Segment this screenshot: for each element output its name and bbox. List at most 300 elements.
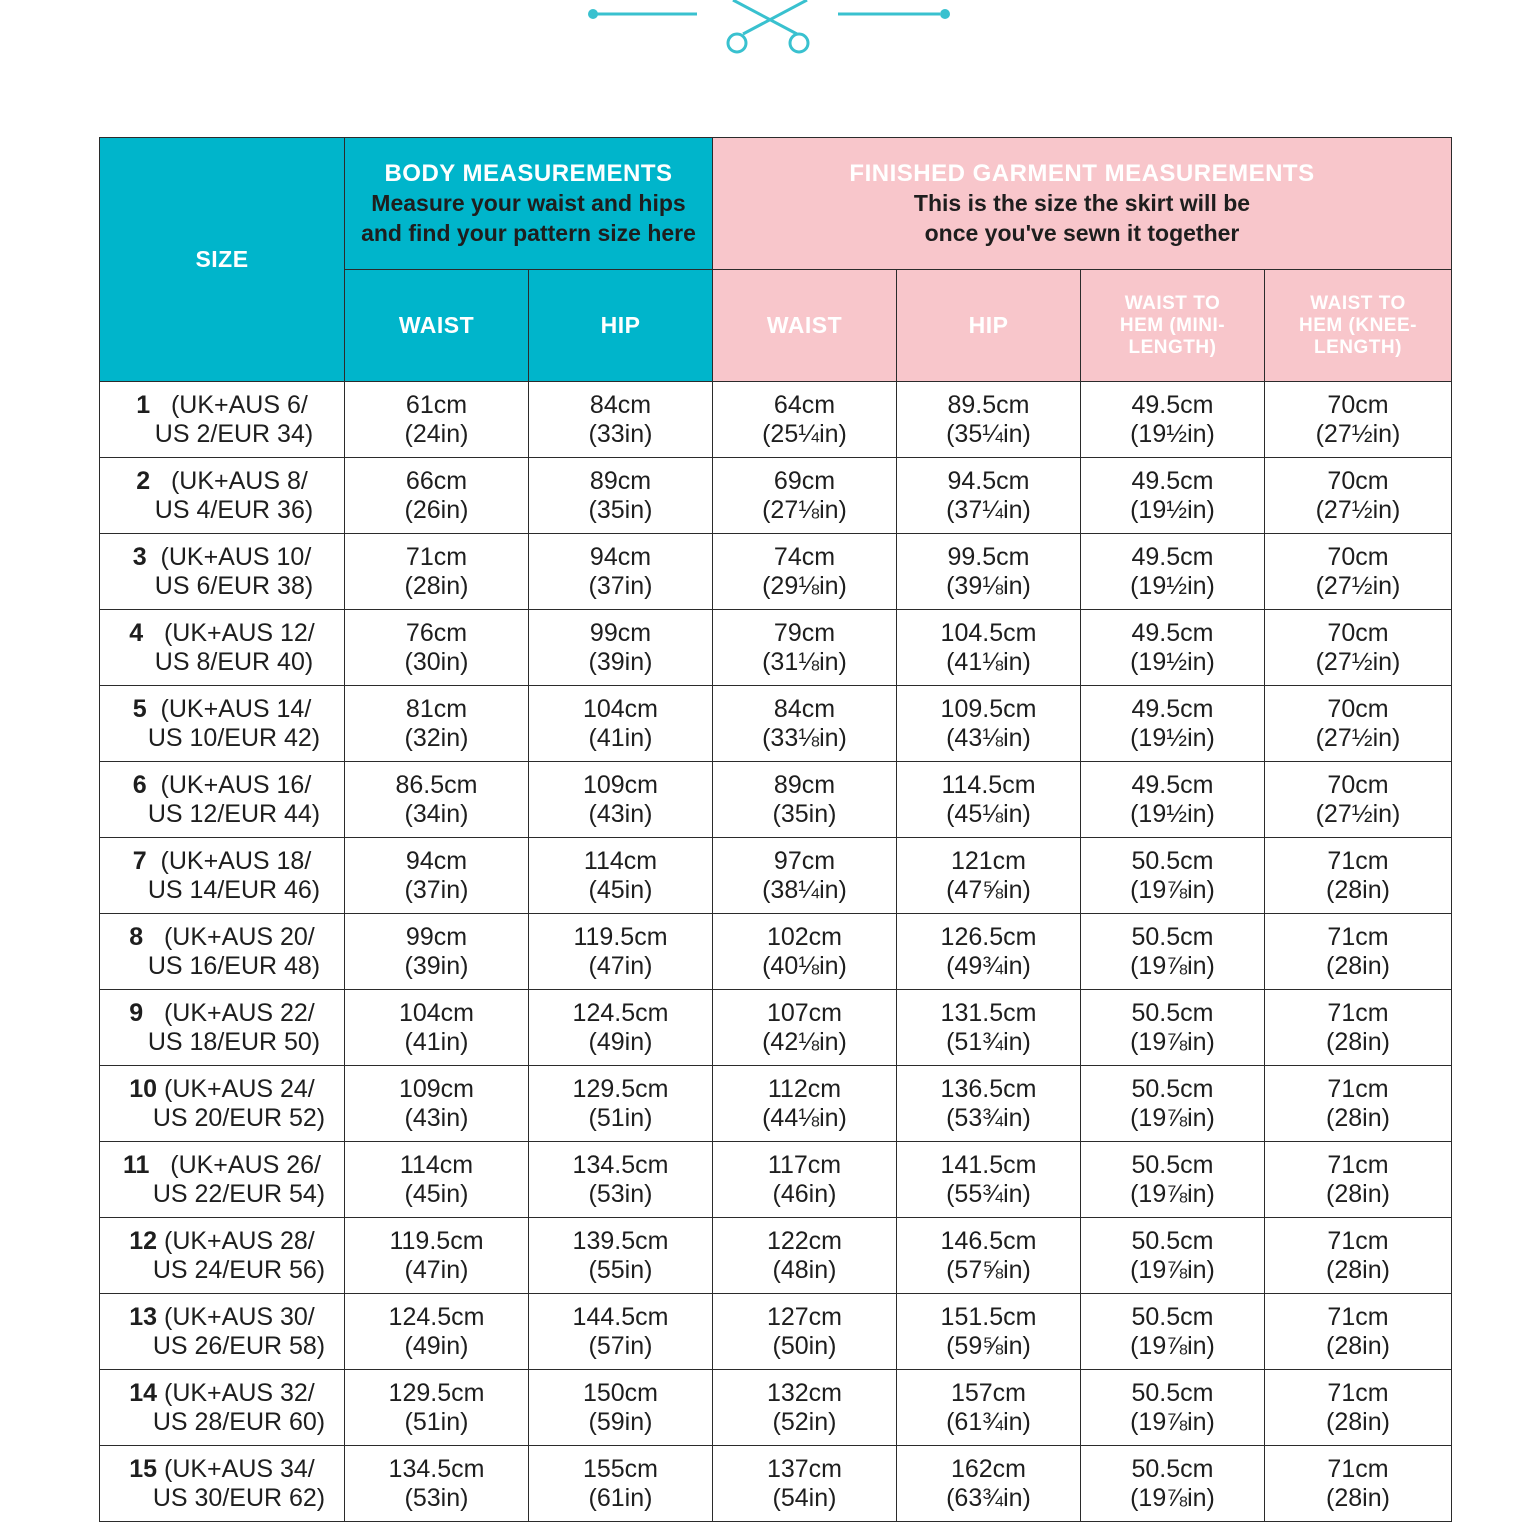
value-cm: 114cm <box>399 1150 474 1179</box>
value-cm: 71cm <box>1327 1378 1389 1407</box>
body-waist-header: WAIST <box>345 270 529 382</box>
measurement-cell-body-hip <box>529 534 713 610</box>
measurement-cell-body-hip <box>529 458 713 534</box>
measurement-cell-mini <box>1081 458 1265 534</box>
value-cm: 84cm <box>773 694 836 723</box>
value-in: (53¾in) <box>946 1103 1031 1132</box>
measurement-cell-mini <box>1081 1142 1265 1218</box>
value-in: (19⅞in) <box>1130 1103 1215 1132</box>
value-cm: 70cm <box>1327 618 1389 647</box>
value-in: (57in) <box>588 1331 653 1360</box>
value-in: (28in) <box>1326 1179 1390 1208</box>
value-in: (46in) <box>772 1179 837 1208</box>
size-equivalent-uk-aus: (UK+AUS 10/ <box>160 542 312 571</box>
measurement-cell-fin-hip <box>897 838 1081 914</box>
value-in: (44⅛in) <box>762 1103 847 1132</box>
size-label-line-1 <box>100 847 344 876</box>
finished-garment-title: FINISHED GARMENT MEASUREMENTS <box>849 159 1315 187</box>
body-measurements-title: BODY MEASUREMENTS <box>384 159 673 187</box>
value-in: (28in) <box>1326 1483 1390 1512</box>
value-cm: 104.5cm <box>940 618 1037 647</box>
waist-to-hem-mini-header: WAIST TO HEM (MINI- LENGTH) <box>1081 270 1265 382</box>
value-cm: 119.5cm <box>573 922 668 951</box>
value-in: (35in) <box>772 799 837 828</box>
measurement-cell-body-waist <box>345 1142 529 1218</box>
measurement-cell-mini <box>1081 534 1265 610</box>
size-label-line-1 <box>100 1303 344 1332</box>
value-cm: 99.5cm <box>947 542 1030 571</box>
measurement-cell-knee <box>1265 990 1452 1066</box>
value-in: (28in) <box>1326 1407 1390 1436</box>
size-cell <box>100 534 345 610</box>
size-equivalent-us-eur: US 12/EUR 44) <box>147 799 321 828</box>
value-in: (24in) <box>404 419 469 448</box>
measurement-cell-fin-hip <box>897 1370 1081 1446</box>
value-cm: 50.5cm <box>1131 1226 1214 1255</box>
value-cm: 49.5cm <box>1131 618 1214 647</box>
size-number: 12 <box>129 1226 158 1255</box>
size-equivalent-us-eur: US 30/EUR 62) <box>152 1483 326 1512</box>
value-in: (38¼in) <box>762 875 847 904</box>
measurement-cell-mini <box>1081 1066 1265 1142</box>
value-in: (37in) <box>404 875 469 904</box>
size-cell <box>100 610 345 686</box>
measurement-cell-fin-waist <box>713 914 897 990</box>
value-in: (45in) <box>588 875 653 904</box>
measurement-cell-fin-waist <box>713 1370 897 1446</box>
value-cm: 84cm <box>589 390 652 419</box>
value-in: (19½in) <box>1130 419 1215 448</box>
measurement-cell-body-waist <box>345 914 529 990</box>
value-in: (19⅞in) <box>1130 1331 1215 1360</box>
value-cm: 139.5cm <box>572 1226 669 1255</box>
value-in: (49in) <box>588 1027 653 1056</box>
table-row <box>100 534 1452 610</box>
table-row <box>100 762 1452 838</box>
measurement-cell-mini <box>1081 838 1265 914</box>
value-cm: 144.5cm <box>572 1302 669 1331</box>
value-in: (19⅞in) <box>1130 875 1215 904</box>
measurement-cell-fin-hip <box>897 914 1081 990</box>
measurement-cell-knee <box>1265 1142 1452 1218</box>
value-cm: 150cm <box>582 1378 659 1407</box>
value-cm: 121cm <box>950 846 1027 875</box>
value-in: (28in) <box>1326 875 1390 904</box>
size-equivalent-us-eur: US 26/EUR 58) <box>152 1331 326 1360</box>
table-row <box>100 838 1452 914</box>
size-equivalent-us-eur: US 24/EUR 56) <box>152 1255 326 1284</box>
scissors-icon <box>585 0 955 64</box>
finished-garment-header <box>713 138 1452 270</box>
value-in: (41in) <box>404 1027 469 1056</box>
measurement-cell-knee <box>1265 1218 1452 1294</box>
size-number: 1 <box>136 390 151 419</box>
value-in: (25¼in) <box>762 419 847 448</box>
value-cm: 74cm <box>773 542 836 571</box>
value-cm: 49.5cm <box>1131 770 1214 799</box>
measurement-cell-fin-hip <box>897 1446 1081 1522</box>
value-in: (61¾in) <box>946 1407 1031 1436</box>
size-equivalent-us-eur: US 22/EUR 54) <box>152 1179 326 1208</box>
size-equivalent-us-eur: US 18/EUR 50) <box>147 1027 321 1056</box>
value-in: (19⅞in) <box>1130 1407 1215 1436</box>
waist-to-hem-knee-header: WAIST TO HEM (KNEE- LENGTH) <box>1265 270 1452 382</box>
value-in: (27½in) <box>1315 799 1401 828</box>
measurement-cell-fin-waist <box>713 1218 897 1294</box>
value-in: (19½in) <box>1130 647 1215 676</box>
value-cm: 50.5cm <box>1131 1074 1214 1103</box>
measurement-cell-body-waist <box>345 838 529 914</box>
measurement-cell-body-waist <box>345 458 529 534</box>
value-in: (45⅛in) <box>946 799 1031 828</box>
finished-waist-header: WAIST <box>713 270 897 382</box>
size-cell <box>100 686 345 762</box>
value-in: (28in) <box>1326 1331 1390 1360</box>
measurement-cell-knee <box>1265 1370 1452 1446</box>
value-in: (43in) <box>588 799 653 828</box>
value-cm: 109cm <box>398 1074 475 1103</box>
table-row <box>100 1218 1452 1294</box>
size-cell <box>100 1446 345 1522</box>
size-label-line-1 <box>100 543 344 572</box>
value-cm: 151.5cm <box>940 1302 1037 1331</box>
value-cm: 86.5cm <box>395 770 478 799</box>
value-in: (53in) <box>404 1483 469 1512</box>
value-in: (55¾in) <box>946 1179 1031 1208</box>
value-in: (34in) <box>404 799 469 828</box>
size-equivalent-us-eur: US 10/EUR 42) <box>147 723 321 752</box>
table-row <box>100 1066 1452 1142</box>
value-in: (51¾in) <box>946 1027 1031 1056</box>
measurement-cell-knee <box>1265 838 1452 914</box>
value-cm: 49.5cm <box>1131 542 1214 571</box>
finished-hip-header: HIP <box>897 270 1081 382</box>
value-cm: 117cm <box>767 1150 842 1179</box>
value-cm: 70cm <box>1327 542 1389 571</box>
value-in: (39in) <box>588 647 653 676</box>
measurement-cell-fin-waist <box>713 610 897 686</box>
measurement-cell-fin-waist <box>713 1142 897 1218</box>
value-in: (55in) <box>588 1255 653 1284</box>
measurement-cell-fin-hip <box>897 382 1081 458</box>
value-in: (47in) <box>404 1255 469 1284</box>
size-label-line-1 <box>100 999 344 1028</box>
measurement-cell-knee <box>1265 1446 1452 1522</box>
measurement-cell-fin-hip <box>897 1066 1081 1142</box>
measurement-cell-body-hip <box>529 1142 713 1218</box>
size-number: 10 <box>129 1074 158 1103</box>
size-cell <box>100 382 345 458</box>
measurement-cell-knee <box>1265 1294 1452 1370</box>
value-cm: 104cm <box>398 998 475 1027</box>
measurement-cell-body-waist <box>345 1294 529 1370</box>
size-equivalent-us-eur: US 6/EUR 38) <box>154 571 314 600</box>
size-equivalent-uk-aus: (UK+AUS 18/ <box>160 846 312 875</box>
value-in: (19½in) <box>1130 571 1215 600</box>
size-number: 13 <box>129 1302 158 1331</box>
measurement-cell-knee <box>1265 686 1452 762</box>
measurement-cell-body-waist <box>345 610 529 686</box>
value-in: (59⅝in) <box>946 1331 1031 1360</box>
value-cm: 71cm <box>1327 922 1389 951</box>
measurement-cell-fin-hip <box>897 458 1081 534</box>
value-in: (33⅛in) <box>762 723 847 752</box>
measurement-cell-fin-waist <box>713 1066 897 1142</box>
measurement-cell-fin-hip <box>897 762 1081 838</box>
value-cm: 70cm <box>1327 694 1389 723</box>
size-label-line-1 <box>100 1379 344 1408</box>
size-equivalent-uk-aus: (UK+AUS 12/ <box>163 618 315 647</box>
measurement-cell-body-hip <box>529 1370 713 1446</box>
value-cm: 64cm <box>773 390 836 419</box>
size-label-line-1 <box>100 923 344 952</box>
value-in: (19½in) <box>1130 799 1215 828</box>
value-cm: 146.5cm <box>940 1226 1037 1255</box>
measurement-cell-body-hip <box>529 382 713 458</box>
measurement-cell-body-waist <box>345 1446 529 1522</box>
value-in: (35in) <box>588 495 653 524</box>
value-in: (41in) <box>588 723 653 752</box>
value-cm: 109.5cm <box>940 694 1037 723</box>
size-equivalent-uk-aus: (UK+AUS 26/ <box>170 1150 322 1179</box>
size-cell <box>100 1218 345 1294</box>
table-row <box>100 382 1452 458</box>
measurement-cell-fin-hip <box>897 610 1081 686</box>
value-cm: 50.5cm <box>1131 922 1214 951</box>
value-in: (28in) <box>404 571 469 600</box>
value-cm: 71cm <box>1327 1302 1389 1331</box>
measurement-cell-body-hip <box>529 838 713 914</box>
value-cm: 114cm <box>583 846 658 875</box>
measurement-cell-body-waist <box>345 1370 529 1446</box>
measurement-cell-body-hip <box>529 1294 713 1370</box>
value-in: (27½in) <box>1315 495 1401 524</box>
value-in: (27½in) <box>1315 647 1401 676</box>
measurement-cell-knee <box>1265 382 1452 458</box>
measurement-cell-fin-waist <box>713 990 897 1066</box>
measurement-cell-mini <box>1081 382 1265 458</box>
table-row <box>100 458 1452 534</box>
value-in: (19⅞in) <box>1130 1255 1215 1284</box>
value-cm: 131.5cm <box>940 998 1037 1027</box>
value-in: (49¾in) <box>946 951 1031 980</box>
value-cm: 89cm <box>773 770 836 799</box>
size-cell <box>100 1066 345 1142</box>
value-in: (19⅞in) <box>1130 1179 1215 1208</box>
measurement-cell-mini <box>1081 1294 1265 1370</box>
value-in: (19⅞in) <box>1130 1027 1215 1056</box>
measurement-cell-body-hip <box>529 610 713 686</box>
value-cm: 50.5cm <box>1131 998 1214 1027</box>
value-cm: 122cm <box>766 1226 843 1255</box>
value-in: (61in) <box>588 1483 653 1512</box>
table-row <box>100 686 1452 762</box>
measurement-cell-fin-waist <box>713 838 897 914</box>
measurement-cell-body-waist <box>345 1218 529 1294</box>
size-number: 2 <box>136 466 151 495</box>
value-cm: 109cm <box>582 770 659 799</box>
size-number: 8 <box>129 922 144 951</box>
value-in: (43⅛in) <box>946 723 1031 752</box>
value-cm: 61cm <box>405 390 468 419</box>
value-cm: 134.5cm <box>388 1454 485 1483</box>
measurement-cell-mini <box>1081 1218 1265 1294</box>
value-in: (19⅞in) <box>1130 951 1215 980</box>
size-equivalent-uk-aus: (UK+AUS 30/ <box>164 1302 315 1331</box>
measurement-cell-fin-waist <box>713 382 897 458</box>
value-in: (63¾in) <box>946 1483 1031 1512</box>
value-cm: 66cm <box>405 466 468 495</box>
body-measurements-subtitle: Measure your waist and hips and find your pattern size here <box>361 189 696 246</box>
table-row <box>100 610 1452 686</box>
size-equivalent-uk-aus: (UK+AUS 8/ <box>170 466 308 495</box>
measurement-cell-body-hip <box>529 1446 713 1522</box>
size-equivalent-us-eur: US 20/EUR 52) <box>152 1103 326 1132</box>
value-in: (19½in) <box>1130 723 1215 752</box>
value-in: (47in) <box>588 951 653 980</box>
value-in: (26in) <box>404 495 469 524</box>
size-number: 4 <box>129 618 144 647</box>
size-cell <box>100 1370 345 1446</box>
value-cm: 71cm <box>1327 1074 1389 1103</box>
value-cm: 71cm <box>1327 998 1389 1027</box>
value-in: (27⅛in) <box>762 495 847 524</box>
value-cm: 71cm <box>1327 1226 1389 1255</box>
value-cm: 50.5cm <box>1131 1302 1214 1331</box>
value-cm: 50.5cm <box>1131 1378 1214 1407</box>
value-cm: 104cm <box>582 694 659 723</box>
value-cm: 89cm <box>589 466 652 495</box>
value-in: (57⅝in) <box>946 1255 1031 1284</box>
value-in: (19½in) <box>1130 495 1215 524</box>
size-rows <box>100 382 1452 1522</box>
size-cell <box>100 1142 345 1218</box>
table-row <box>100 990 1452 1066</box>
value-cm: 99cm <box>405 922 468 951</box>
value-in: (37in) <box>588 571 653 600</box>
value-in: (53in) <box>588 1179 653 1208</box>
size-number: 7 <box>132 846 147 875</box>
measurement-cell-mini <box>1081 1446 1265 1522</box>
size-number: 11 <box>122 1150 150 1179</box>
size-number: 5 <box>132 694 147 723</box>
value-cm: 107cm <box>766 998 843 1027</box>
value-cm: 102cm <box>766 922 843 951</box>
measurement-cell-knee <box>1265 534 1452 610</box>
value-cm: 136.5cm <box>940 1074 1037 1103</box>
value-in: (47⅝in) <box>946 875 1031 904</box>
value-cm: 94.5cm <box>947 466 1030 495</box>
value-cm: 76cm <box>405 618 468 647</box>
value-in: (33in) <box>588 419 653 448</box>
size-label-line-1 <box>100 771 344 800</box>
value-in: (39⅛in) <box>946 571 1031 600</box>
size-label-line-1 <box>100 1075 344 1104</box>
size-number: 6 <box>132 770 147 799</box>
value-cm: 141.5cm <box>940 1150 1037 1179</box>
value-cm: 70cm <box>1327 390 1389 419</box>
value-in: (27½in) <box>1315 571 1401 600</box>
value-in: (59in) <box>588 1407 653 1436</box>
measurement-cell-fin-hip <box>897 1294 1081 1370</box>
value-cm: 94cm <box>589 542 652 571</box>
size-equivalent-us-eur: US 28/EUR 60) <box>152 1407 326 1436</box>
value-cm: 162cm <box>950 1454 1027 1483</box>
value-in: (30in) <box>404 647 469 676</box>
value-cm: 129.5cm <box>572 1074 669 1103</box>
size-number: 14 <box>129 1378 158 1407</box>
value-in: (37¼in) <box>946 495 1031 524</box>
value-cm: 155cm <box>582 1454 659 1483</box>
value-in: (51in) <box>588 1103 653 1132</box>
value-cm: 132cm <box>766 1378 843 1407</box>
size-equivalent-uk-aus: (UK+AUS 6/ <box>170 390 308 419</box>
measurement-cell-body-waist <box>345 990 529 1066</box>
measurement-cell-mini <box>1081 686 1265 762</box>
value-cm: 127cm <box>766 1302 843 1331</box>
value-in: (28in) <box>1326 1027 1390 1056</box>
measurement-cell-fin-waist <box>713 534 897 610</box>
measurement-cell-body-waist <box>345 534 529 610</box>
value-cm: 50.5cm <box>1131 846 1214 875</box>
value-in: (32in) <box>404 723 469 752</box>
measurement-cell-fin-waist <box>713 686 897 762</box>
value-cm: 97cm <box>773 846 836 875</box>
table-row <box>100 1446 1452 1522</box>
value-in: (54in) <box>772 1483 837 1512</box>
value-cm: 70cm <box>1327 770 1389 799</box>
value-cm: 71cm <box>1327 846 1389 875</box>
measurement-cell-fin-hip <box>897 1218 1081 1294</box>
value-cm: 49.5cm <box>1131 390 1214 419</box>
value-in: (41⅛in) <box>946 647 1031 676</box>
size-equivalent-us-eur: US 2/EUR 34) <box>154 419 314 448</box>
size-equivalent-us-eur: US 8/EUR 40) <box>154 647 314 676</box>
value-cm: 71cm <box>405 542 468 571</box>
measurement-cell-mini <box>1081 990 1265 1066</box>
size-cell <box>100 1294 345 1370</box>
measurement-cell-knee <box>1265 610 1452 686</box>
value-cm: 71cm <box>1327 1150 1389 1179</box>
measurement-cell-body-waist <box>345 686 529 762</box>
value-cm: 94cm <box>405 846 468 875</box>
measurement-cell-body-hip <box>529 914 713 990</box>
value-cm: 89.5cm <box>947 390 1030 419</box>
measurement-cell-body-waist <box>345 382 529 458</box>
size-equivalent-us-eur: US 14/EUR 46) <box>147 875 321 904</box>
size-label-line-1 <box>100 695 344 724</box>
size-column-header: SIZE <box>100 138 345 382</box>
size-label-line-1 <box>100 1227 344 1256</box>
value-cm: 157cm <box>950 1378 1027 1407</box>
measurement-cell-mini <box>1081 914 1265 990</box>
measurement-cell-knee <box>1265 458 1452 534</box>
value-in: (28in) <box>1326 1103 1390 1132</box>
measurement-cell-body-hip <box>529 990 713 1066</box>
size-chart-table <box>99 137 1452 1522</box>
size-equivalent-uk-aus: (UK+AUS 32/ <box>164 1378 315 1407</box>
measurement-cell-mini <box>1081 610 1265 686</box>
size-number: 9 <box>129 998 144 1027</box>
value-in: (39in) <box>404 951 469 980</box>
size-cell <box>100 762 345 838</box>
measurement-cell-mini <box>1081 1370 1265 1446</box>
size-label-line-1 <box>100 619 344 648</box>
value-in: (40⅛in) <box>762 951 847 980</box>
value-in: (43in) <box>404 1103 469 1132</box>
measurement-cell-fin-waist <box>713 1294 897 1370</box>
measurement-cell-mini <box>1081 762 1265 838</box>
